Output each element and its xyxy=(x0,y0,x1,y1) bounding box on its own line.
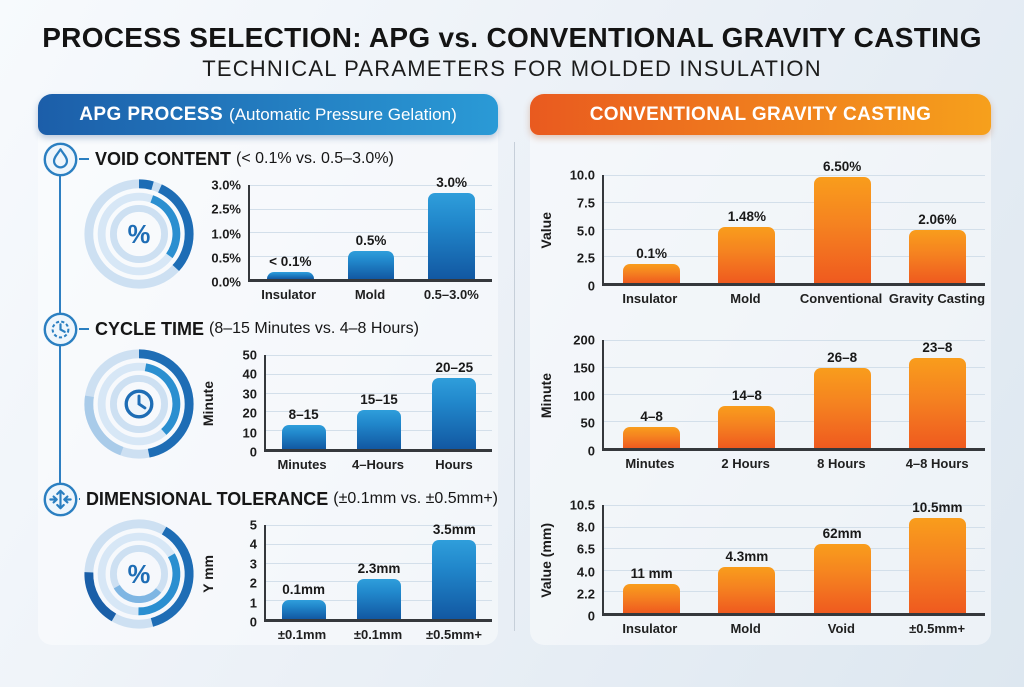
plot-area xyxy=(602,499,985,616)
section-note: (±0.1mm vs. ±0.5mm+) xyxy=(333,490,498,507)
x-tick-label: 2 Hours xyxy=(721,456,770,471)
x-tick-label: 4–Hours xyxy=(351,457,405,472)
conventional-header-title: CONVENTIONAL GRAVITY CASTING xyxy=(589,103,932,125)
bar xyxy=(348,232,395,279)
apg-panel xyxy=(38,94,498,645)
page-subtitle: TECHNICAL PARAMETERS FOR MOLDED INSULATION xyxy=(202,56,822,81)
section-head xyxy=(38,483,498,515)
x-axis-labels xyxy=(264,627,492,642)
x-tick-label: Mold xyxy=(354,287,386,302)
y-tick-label: 0.5% xyxy=(211,250,241,266)
x-tick-label: 4–8 Hours xyxy=(905,456,969,471)
bar xyxy=(623,245,680,283)
x-tick-label: Mold xyxy=(730,621,761,636)
bar-value-label: 62mm xyxy=(822,525,862,541)
bar-slot xyxy=(795,340,890,448)
bar-slot xyxy=(699,505,794,613)
bar-value-label: 6.50% xyxy=(822,159,862,175)
y-tick-label: 20 xyxy=(242,405,257,421)
x-tick-label: 0.5–3.0% xyxy=(423,287,479,302)
x-tick-label: Gravity Casting xyxy=(888,291,986,306)
x-tick-label: ±0.1mm xyxy=(353,627,403,642)
columns xyxy=(0,82,1024,645)
bar-slot xyxy=(604,340,699,448)
bar-value-label: 3.0% xyxy=(436,174,468,190)
y-tick-label: 4 xyxy=(249,536,257,552)
plot-area xyxy=(602,159,985,286)
section-note: (8–15 Minutes vs. 4–8 Hours) xyxy=(209,320,419,337)
y-axis-label: Value xyxy=(538,212,554,249)
bars xyxy=(250,174,492,279)
bar xyxy=(623,565,680,613)
bar xyxy=(718,548,775,613)
apg-panel-header xyxy=(38,94,498,135)
bar-slot xyxy=(890,340,985,448)
section-note: (< 0.1% vs. 0.5–3.0%) xyxy=(236,150,394,167)
bar xyxy=(282,582,326,619)
y-tick-label: 6.5 xyxy=(576,541,595,557)
bar-value-label: 2.3mm xyxy=(357,560,401,576)
bars xyxy=(604,499,985,613)
section-title: VOID CONTENT xyxy=(95,148,232,169)
bar-slot xyxy=(266,525,341,619)
bar xyxy=(909,499,966,613)
bar xyxy=(432,359,476,449)
bar xyxy=(814,525,871,613)
y-axis-label: Minute xyxy=(200,380,216,427)
bar-value-label: < 0.1% xyxy=(269,254,312,270)
x-axis-labels xyxy=(602,456,985,471)
y-tick-label: 150 xyxy=(573,360,595,376)
y-tick-label: 0 xyxy=(587,443,595,459)
bar xyxy=(432,522,476,619)
y-tick-label: 50 xyxy=(242,347,257,363)
clock-icon xyxy=(42,311,79,348)
bar-value-label: 23–8 xyxy=(922,340,953,356)
bar-slot xyxy=(411,174,492,279)
bar-value-label: 4.3mm xyxy=(725,548,769,564)
apg-header-title: APG PROCESS xyxy=(79,103,224,125)
bar-slot xyxy=(250,185,331,279)
y-tick-label: 5.0 xyxy=(576,223,595,238)
radial-gauge-icon xyxy=(80,175,198,293)
y-tick-label: 4.0 xyxy=(576,564,595,580)
bar-value-label: 0.1mm xyxy=(282,582,326,598)
y-tick-label: 100 xyxy=(573,388,595,403)
section-body xyxy=(38,345,498,472)
x-tick-label: Mold xyxy=(730,291,761,306)
connector-line xyxy=(79,328,89,330)
x-tick-label: 8 Hours xyxy=(817,456,866,471)
bar-value-label: 4–8 xyxy=(640,409,663,425)
bar-slot xyxy=(266,355,341,449)
bar xyxy=(357,560,401,619)
plot-area xyxy=(264,355,492,452)
y-tick-label: 3 xyxy=(249,556,257,572)
y-tick-label: 0 xyxy=(249,614,257,630)
y-axis-ticks xyxy=(556,332,602,459)
bar xyxy=(814,159,871,283)
dimension-icon xyxy=(42,481,79,518)
section-head xyxy=(38,143,498,175)
section-body xyxy=(38,515,498,642)
bar-slot xyxy=(795,159,890,283)
bar-slot xyxy=(699,340,794,448)
bar-slot xyxy=(890,499,985,613)
bar xyxy=(428,174,475,279)
bar-value-label: 10.5mm xyxy=(912,499,963,515)
x-tick-label: Insulator xyxy=(622,291,678,306)
y-axis-ticks xyxy=(556,497,602,624)
y-tick-label: 2.2 xyxy=(576,586,595,602)
y-tick-label: 10.5 xyxy=(569,497,595,513)
bar-slot xyxy=(331,185,412,279)
gauge-center-label: % xyxy=(127,560,151,589)
bar xyxy=(623,409,680,448)
y-axis-ticks xyxy=(218,347,264,460)
section-body xyxy=(38,175,498,302)
bar xyxy=(357,391,401,449)
x-axis-labels xyxy=(248,287,492,302)
x-tick-label: ±0.1mm xyxy=(277,627,327,642)
conventional-cycle-chart xyxy=(538,332,985,471)
y-tick-label: 10.0 xyxy=(569,167,595,183)
y-axis-label: Minute xyxy=(538,372,554,419)
conventional-void-chart xyxy=(538,159,986,306)
y-tick-label: 50 xyxy=(580,415,595,431)
bar xyxy=(718,208,775,283)
connector-line xyxy=(79,498,80,500)
radial-gauge-icon xyxy=(80,345,198,463)
bar xyxy=(282,406,326,449)
y-axis-ticks xyxy=(202,177,248,290)
bar-value-label: 20–25 xyxy=(435,359,474,375)
section-cycle-time xyxy=(38,305,498,475)
bar-value-label: 1.48% xyxy=(727,208,766,224)
section-head xyxy=(38,313,498,345)
y-tick-label: 2 xyxy=(249,575,257,591)
conventional-panel-header xyxy=(530,94,991,135)
y-tick-label: 10 xyxy=(242,425,257,441)
conventional-panel xyxy=(530,94,991,645)
y-tick-label: 5 xyxy=(249,517,257,533)
plot-area xyxy=(264,522,492,622)
y-tick-label: 7.5 xyxy=(576,195,595,211)
section-title: CYCLE TIME xyxy=(95,318,205,339)
y-tick-label: 2.5 xyxy=(576,250,595,266)
connector-line xyxy=(79,158,89,160)
bar-value-label: 11 mm xyxy=(630,565,673,581)
bar-slot xyxy=(341,355,416,449)
bar xyxy=(718,387,775,448)
x-tick-label: Insulator xyxy=(261,287,317,302)
y-tick-label: 1.0% xyxy=(211,226,241,241)
bar-slot xyxy=(699,175,794,283)
y-axis-label: Value (mm) xyxy=(538,523,554,598)
bar xyxy=(814,350,871,448)
void-content-chart xyxy=(200,174,492,302)
conventional-tolerance-chart xyxy=(538,497,985,636)
y-tick-label: 40 xyxy=(242,366,257,382)
y-tick-label: 30 xyxy=(242,386,257,402)
bar-slot xyxy=(341,525,416,619)
section-dimensional-tolerance xyxy=(38,475,498,645)
x-tick-label: Void xyxy=(827,621,855,636)
x-tick-label: Hours xyxy=(435,457,473,472)
apg-header-note: (Automatic Pressure Gelation) xyxy=(229,104,457,124)
x-tick-label: ±0.5mm+ xyxy=(426,627,482,642)
y-axis-ticks xyxy=(218,517,264,630)
column-divider xyxy=(514,142,515,631)
x-axis-labels xyxy=(264,457,492,472)
bar-slot xyxy=(890,175,985,283)
bars xyxy=(266,355,492,449)
y-tick-label: 0.0% xyxy=(211,274,241,290)
y-tick-label: 0 xyxy=(587,278,595,294)
bar xyxy=(909,212,966,283)
gauge-center-label: % xyxy=(127,220,151,249)
bar xyxy=(267,254,314,279)
section-title: DIMENSIONAL TOLERANCE xyxy=(85,488,329,509)
bar-value-label: 0.1% xyxy=(636,245,667,261)
droplet-icon xyxy=(42,141,79,178)
gauge-clock-icon xyxy=(126,391,152,417)
y-tick-label: 3.0% xyxy=(211,177,241,193)
bar-value-label: 0.5% xyxy=(355,232,387,248)
y-axis-ticks xyxy=(556,167,602,294)
x-tick-label: Minutes xyxy=(625,456,675,471)
x-tick-label: Insulator xyxy=(622,621,678,636)
bar-value-label: 14–8 xyxy=(731,387,762,403)
x-axis-labels xyxy=(602,621,985,636)
radial-gauge-icon xyxy=(80,515,198,633)
bar-value-label: 26–8 xyxy=(827,350,858,366)
bar-slot xyxy=(417,522,492,619)
x-tick-label: Conventional xyxy=(799,291,883,306)
bar-value-label: 15–15 xyxy=(360,391,398,407)
bar-slot xyxy=(417,355,492,449)
plot-area xyxy=(248,174,492,282)
y-axis-label: Y mm xyxy=(200,554,216,593)
y-tick-label: 200 xyxy=(573,332,595,348)
x-tick-label: ±0.5mm+ xyxy=(909,621,966,636)
bars xyxy=(266,522,492,619)
bar-value-label: 8–15 xyxy=(288,406,319,422)
bars xyxy=(604,340,985,448)
y-tick-label: 2.5% xyxy=(211,201,241,217)
y-tick-label: 0 xyxy=(587,608,595,624)
y-tick-label: 8.0 xyxy=(576,519,595,535)
x-tick-label: Minutes xyxy=(277,457,327,472)
plot-area xyxy=(602,340,985,451)
bar-value-label: 3.5mm xyxy=(432,522,476,538)
bar-slot xyxy=(604,505,699,613)
cycle-time-chart xyxy=(200,347,492,472)
x-axis-labels xyxy=(602,291,985,306)
bars xyxy=(604,159,985,283)
bar-slot xyxy=(604,175,699,283)
y-tick-label: 1 xyxy=(249,595,257,611)
y-tick-label: 0 xyxy=(249,444,257,460)
dimensional-tolerance-chart xyxy=(200,517,492,642)
bar xyxy=(909,340,966,448)
bar-value-label: 2.06% xyxy=(918,212,957,228)
section-void-content xyxy=(38,135,498,305)
bar-slot xyxy=(795,505,890,613)
page-title: PROCESS SELECTION: APG vs. CONVENTIONAL GRAVITY CASTING xyxy=(42,22,982,53)
